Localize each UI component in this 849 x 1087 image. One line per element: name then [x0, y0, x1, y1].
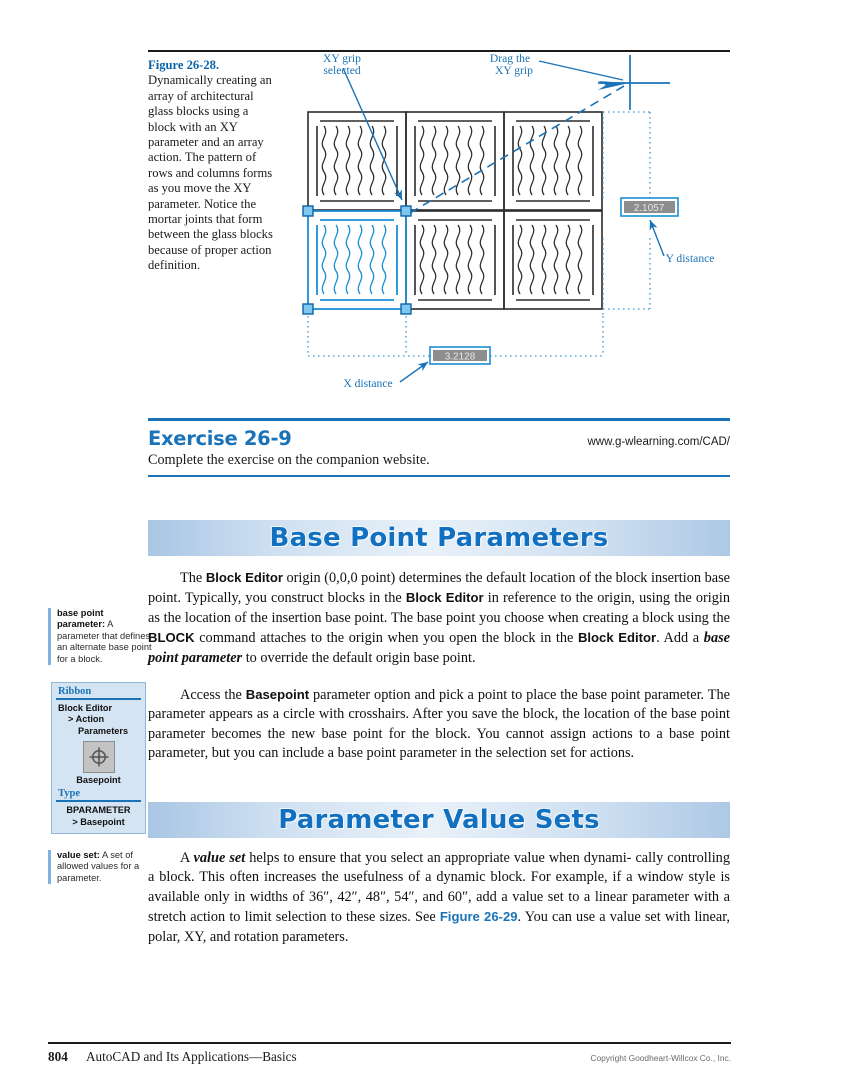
ribbon-path-line-3: Parameters	[78, 725, 129, 736]
ribbon-type-divider	[56, 800, 141, 802]
glass-block-selected-r2c1	[308, 211, 406, 309]
margin-note-base-point-parameter	[48, 608, 153, 665]
margin-note-definition: A parameter that defines an alternate base point for a block.	[57, 619, 152, 664]
ribbon-command-option: > Basepoint	[72, 816, 125, 827]
glass-block-r1c1	[308, 112, 406, 210]
ribbon-path-line-2: > Action	[68, 714, 105, 725]
xy-grip-handles	[303, 206, 411, 314]
xy-grip-selected-label-line2: selected	[323, 64, 361, 77]
exercise-title: Exercise 26-9	[148, 426, 292, 450]
section-heading-text: Base Point Parameters	[269, 523, 609, 553]
exercise-subtitle: Complete the exercise on the companion website.	[148, 451, 430, 468]
drag-path-arrow	[410, 86, 624, 213]
paragraph-text: Access the Basepoint parameter option and pick a point to place the base point parameter. The parameter appears as a circle with crosshairs. After you save the block, the location of the base point parameter becomes the new base point for the block. You cannot assign actions to a base point parameter, but you can include a base point parameter in the selection set for actions.	[148, 687, 731, 762]
page-number: 804	[48, 1048, 68, 1064]
figure-region	[148, 50, 730, 390]
copyright-notice: Copyright Goodheart-Willcox Co., Inc.	[590, 1052, 731, 1063]
margin-note-definition: A set of allowed values for a parameter.	[57, 850, 140, 883]
section-1-paragraph-1	[148, 568, 730, 668]
glass-block-r1c3	[504, 112, 602, 210]
section-1-paragraph-2	[148, 685, 730, 764]
footer-row	[48, 1044, 731, 1065]
term-block-editor-2: Block Editor	[405, 590, 484, 606]
ribbon-heading-divider	[56, 698, 141, 700]
y-distance-value-field	[621, 198, 678, 216]
paragraph-text: The Block Editor origin (0,0,0 point) determines the default location of the block insertion base point. Typically, you construct blocks in the Block Editor in reference to the origin, using the origin as the location of the insertion base point. The base point you choose when creating a block using the BLOCK command attaches to the origin when you open the block in the Block Editor. Add a base point parameter to override the default origin base point.	[148, 570, 731, 666]
x-distance-leader	[400, 362, 428, 382]
xy-grip-leader	[343, 68, 402, 200]
ribbon-heading: Ribbon	[58, 686, 92, 697]
margin-note-term: base point parameter:	[57, 608, 106, 630]
term-block-editor: Block Editor	[205, 570, 283, 585]
term-block-command: BLOCK	[148, 630, 195, 646]
exercise-url[interactable]: www.g-wlearning.com/CAD/	[587, 435, 730, 448]
x-distance-value-field	[430, 347, 490, 364]
paragraph-text: A value set helps to ensure that you select an appropriate value when dynami- cally controlling a block. This often increases the usefulness of a dynamic block. For example, if a window style is available only in widths of 36″, 42″, 48″, 54″, and 60″, add a value set to a linear parameter with a stretch action to limit selection to these sizes. See Figure 26-29. You can use a value set with linear, polar, XY, and rotation parameters.	[148, 850, 730, 945]
glass-block-r2c2	[406, 211, 504, 309]
ribbon-type-heading: Type	[58, 788, 80, 800]
figure-artwork	[298, 50, 730, 390]
drag-label-line1: Drag the	[489, 52, 531, 65]
glass-block-r1c2	[406, 112, 504, 210]
term-basepoint: Basepoint	[245, 687, 310, 702]
section-2-paragraph-1	[148, 849, 730, 947]
margin-note-term: value set:	[57, 850, 100, 860]
term-value-set: value set	[193, 850, 246, 866]
drag-label-line2: XY grip	[495, 64, 533, 77]
ribbon-icon-label: Basepoint	[76, 775, 121, 786]
basepoint-crosshair-icon[interactable]	[83, 741, 115, 773]
glass-block-r2c3	[504, 211, 602, 309]
y-distance-leader	[650, 220, 664, 256]
book-title: AutoCAD and Its Applications—Basics	[86, 1048, 297, 1064]
x-distance-value: 3.2128	[444, 351, 476, 363]
section-heading-parameter-value-sets	[148, 802, 730, 838]
term-block-editor-3: Block Editor	[577, 630, 657, 646]
ribbon-command-name: BPARAMETER	[66, 804, 131, 815]
margin-note-value-set	[48, 850, 153, 884]
x-distance-label: X distance	[343, 377, 393, 390]
exercise-bottom-rule	[148, 475, 730, 478]
y-distance-label: Y distance	[665, 252, 715, 265]
y-distance-value: 2.1057	[633, 203, 665, 214]
drag-label-leader	[539, 61, 623, 80]
ribbon-reference-box	[51, 682, 146, 834]
exercise-box	[148, 418, 730, 477]
ribbon-path-line-1: Block Editor	[58, 702, 113, 713]
figure-number: Figure 26-28.	[148, 58, 220, 72]
figure-caption	[148, 58, 276, 274]
page-footer	[48, 1042, 731, 1065]
figure-reference-26-29[interactable]: Figure 26-29	[439, 909, 518, 925]
section-heading-base-point-parameters	[148, 520, 730, 556]
figure-caption-text: Dynamically creating an array of architectural glass blocks using a block with an XY parameter and an array action. The pattern of rows and columns forms as you move the XY parameter. Notice the mortar joints that form between the glass blocks because of proper action definition.	[148, 73, 273, 273]
section-heading-text: Parameter Value Sets	[278, 805, 600, 835]
exercise-header-row	[148, 421, 730, 450]
xy-grip-selected-label-line1: XY grip	[323, 52, 361, 65]
term-base-point-parameter: base point parameter	[148, 630, 731, 666]
